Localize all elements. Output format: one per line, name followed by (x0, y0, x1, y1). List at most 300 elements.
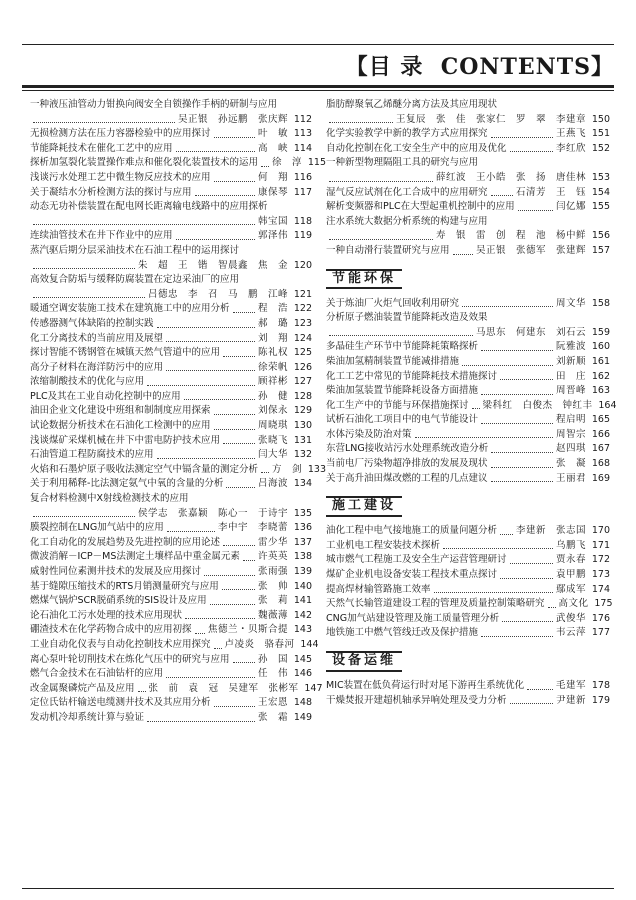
toc-authors: 高文化 (558, 598, 589, 610)
toc-entry[interactable] (30, 404, 312, 419)
toc-entry[interactable] (30, 113, 312, 128)
toc-entry[interactable] (30, 463, 327, 478)
toc-entry[interactable] (326, 626, 610, 641)
toc-entry[interactable] (326, 399, 617, 414)
toc-title: PLC及其在工业自动化控制中的应用 (30, 390, 181, 402)
toc-authors: 韩宝国 (257, 215, 288, 227)
toc-entry[interactable] (30, 434, 312, 449)
toc-entry[interactable] (30, 259, 312, 274)
dot-leader (510, 151, 553, 152)
toc-entry[interactable] (30, 623, 312, 638)
dot-leader (481, 350, 553, 351)
toc-page-number: 133 (307, 463, 327, 475)
header-close-bracket: 】 (590, 54, 614, 80)
toc-title: 石油管道工程防腐技术的应用 (30, 449, 154, 461)
toc-authors: 魏薇薄 (257, 609, 288, 621)
toc-page-number: 142 (293, 609, 312, 621)
bottom-rule (22, 888, 614, 889)
toc-authors: 毛建军 (555, 680, 586, 691)
toc-title: 动态无功补偿装置在配电网长距离输电线路中的应用探析 (30, 201, 268, 213)
toc-entry[interactable] (30, 594, 312, 609)
toc-page-number: 134 (293, 478, 312, 490)
toc-authors: 闫大华 (257, 449, 288, 461)
toc-entry[interactable] (30, 98, 312, 113)
toc-page-number: 115 (307, 157, 327, 169)
toc-page-number: 141 (293, 595, 312, 607)
toc-title: 干燥焚报开建超机轴承异响处理及受力分析 (326, 694, 507, 706)
toc-page-number: 174 (591, 583, 610, 595)
toc-page-number: 135 (293, 507, 312, 519)
toc-authors: 吴正银 张德军 张建辉 (475, 244, 586, 256)
toc-entry[interactable] (326, 583, 610, 598)
toc-title: 城市燃气工程施工及安全生产运营管理研讨 (326, 554, 507, 566)
toc-entry[interactable] (30, 390, 312, 405)
header-rule-thick (22, 85, 614, 88)
toc-page-number: 145 (293, 653, 312, 665)
toc-entry[interactable] (30, 419, 312, 434)
toc-title: 无损检测方法在压力容器检验中的应用探讨 (30, 128, 211, 140)
toc-entry[interactable] (326, 200, 610, 215)
toc-authors: 王复辰 张 佳 张家仁 罗 翠 李建章 (395, 113, 586, 125)
toc-page-number: 143 (293, 624, 312, 636)
toc-title: 火焰和石墨炉原子吸收法测定空气中镉含量的测定分析 (30, 463, 259, 475)
toc-entry[interactable] (30, 186, 312, 201)
section-construction-title: 施工建设 (326, 496, 402, 517)
toc-title: 试论数据分析技术在石油化工检测中的应用 (30, 420, 211, 432)
toc-entry[interactable] (326, 98, 610, 113)
toc-authors: 张雨强 (257, 566, 288, 577)
toc-authors: 乌鹏飞 (555, 539, 586, 551)
top-rule-thin (22, 44, 614, 45)
toc-entry[interactable] (326, 355, 610, 370)
header-rule-thin (22, 90, 614, 91)
toc-title: 试析石油化工项目中的电气节能设计 (326, 414, 479, 426)
toc-authors: 李建新 张志国 (515, 525, 586, 537)
toc-title: 浓缩制酸技术的优化与应用 (30, 376, 145, 388)
dot-leader (138, 691, 146, 692)
toc-page-number: 139 (293, 566, 312, 577)
dot-leader (510, 563, 553, 564)
toc-page-number: 170 (591, 525, 610, 537)
toc-authors: 周文华 (555, 297, 586, 309)
toc-authors: 阮雅波 (555, 341, 586, 353)
energy-list (326, 297, 617, 487)
toc-entry[interactable] (326, 428, 610, 443)
toc-authors: 叶 敏 (257, 128, 288, 140)
dot-leader (33, 268, 135, 269)
dot-leader (329, 122, 393, 123)
toc-authors: 田 庄 (555, 370, 586, 382)
toc-entry[interactable] (326, 597, 613, 612)
toc-title: 关于炼油厂火炬气回收利用研究 (326, 297, 460, 309)
dot-leader (167, 531, 215, 532)
toc-entry[interactable] (30, 288, 312, 303)
toc-page-number: 171 (591, 539, 610, 551)
toc-authors: 雷少华 (257, 536, 288, 548)
toc-title: 脂肪醇聚氧乙烯醚分离方法及其应用现状 (326, 99, 498, 110)
dot-leader (176, 239, 255, 240)
toc-entry[interactable] (30, 507, 312, 522)
toc-title: 浅谈煤矿采煤机械在井下中雷电防护技术应用 (30, 434, 221, 446)
toc-entry[interactable] (326, 326, 610, 341)
toc-entry[interactable] (30, 565, 312, 580)
dot-leader (214, 429, 255, 430)
toc-authors: 张晓飞 (257, 434, 288, 446)
toc-entry[interactable] (30, 317, 312, 332)
toc-title: 连续油管技术在井下作业中的应用 (30, 230, 173, 242)
toc-authors: 侯学志 张嘉颖 陈心一 于诗宇 (137, 507, 288, 519)
toc-authors: 顾祥彬 (257, 376, 288, 388)
toc-entry[interactable] (30, 361, 312, 376)
dot-leader (166, 341, 255, 342)
equipment-list (326, 679, 610, 708)
toc-entry[interactable] (30, 667, 312, 682)
toc-title: 注水系统大数据分析系统的构建与应用 (326, 215, 488, 227)
toc-page-number: 169 (591, 472, 610, 484)
toc-title: 一种液压油管动力钳换向阀安全自锁操作手柄的研制与应用 (30, 99, 278, 110)
dot-leader (33, 297, 145, 298)
toc-title: 分析原子燃油装置节能降耗改造及效果 (326, 312, 488, 324)
toc-authors: 尹建新 (555, 694, 586, 706)
toc-authors: 徐 淳 (272, 157, 303, 169)
dot-leader (185, 618, 255, 619)
toc-page-number: 137 (293, 536, 312, 548)
toc-entry[interactable] (326, 171, 610, 186)
toc-authors: 刘 翔 (257, 332, 288, 344)
toc-entry[interactable] (326, 553, 610, 568)
toc-page-number: 173 (591, 569, 610, 581)
toc-page-number: 162 (591, 370, 610, 382)
toc-entry[interactable] (30, 200, 312, 215)
toc-entry[interactable] (30, 696, 312, 711)
toc-title: 一种自动滑行装置研究与应用 (326, 244, 450, 256)
toc-page-number: 126 (293, 361, 312, 373)
toc-authors: 朱 超 王 锴 智晨鑫 焦 金 (137, 259, 288, 271)
toc-entry[interactable] (326, 244, 610, 259)
toc-authors: 何 翔 (257, 171, 288, 183)
toc-page-number: 177 (591, 627, 610, 639)
toc-entry[interactable] (326, 384, 610, 399)
toc-entry[interactable] (326, 524, 610, 539)
toc-title: 工业自动化仪表与自动化控制技术应用探究 (30, 638, 211, 650)
toc-page-number: 116 (293, 171, 312, 183)
toc-entry[interactable] (326, 539, 610, 554)
toc-page-number: 163 (591, 385, 610, 397)
toc-entry[interactable] (30, 142, 312, 157)
dot-leader (195, 195, 255, 196)
right-column (326, 98, 617, 708)
toc-title: 水体污染及防治对策 (326, 428, 412, 440)
toc-page-number: 157 (591, 244, 610, 256)
toc-title: 化工生产中的节能与环保措施探讨 (326, 399, 469, 411)
toc-title: 天然气长输管道建设工程的管理及质量控制策略研究 (326, 598, 545, 610)
toc-page-number: 155 (591, 201, 610, 213)
toc-entry[interactable] (30, 448, 312, 463)
dot-leader (329, 181, 433, 182)
dot-leader (491, 481, 553, 482)
toc-page-number: 146 (293, 668, 312, 680)
dot-leader (223, 545, 255, 546)
toc-title: 浅谈污水处理工艺中微生物反应技术的应用 (30, 171, 211, 183)
toc-entry[interactable] (326, 297, 610, 312)
toc-entry[interactable] (30, 521, 312, 536)
toc-title: 高效复合防垢与缓释防腐装置在定边采油厂的应用 (30, 274, 240, 286)
toc-authors: 李中宇 李晓蕾 (217, 522, 288, 534)
dot-leader (223, 443, 255, 444)
contents-header (346, 50, 614, 81)
right-top-list (326, 98, 610, 259)
toc-page-number: 121 (293, 288, 312, 300)
toc-title: 燃气合金技术在石油钻杆的应用 (30, 668, 164, 680)
toc-page-number: 114 (293, 142, 312, 154)
toc-title: 微波消解－ICP－MS法测定土壤样品中重金属元素 (30, 551, 240, 563)
dot-leader (491, 195, 513, 196)
toc-entry[interactable] (326, 472, 610, 487)
dot-leader (33, 224, 255, 225)
toc-entry[interactable] (30, 550, 312, 565)
dot-leader (233, 312, 255, 313)
toc-page-number: 123 (293, 317, 312, 329)
dot-leader (226, 487, 255, 488)
toc-page-number: 175 (594, 598, 613, 610)
toc-authors: 贾永春 (555, 554, 586, 566)
toc-entry[interactable] (326, 215, 610, 230)
toc-title: 复合材料检测中X射线检测技术的应用 (30, 493, 189, 505)
toc-page-number: 131 (293, 434, 312, 446)
toc-page-number: 119 (293, 230, 312, 242)
toc-authors: 张 凝 (555, 458, 586, 470)
toc-entry[interactable] (30, 580, 312, 595)
toc-title: 暖通空调安装施工技术在建筑施工中的应用分析 (30, 303, 230, 315)
dot-leader (491, 452, 553, 453)
toc-page-number: 128 (293, 390, 312, 402)
toc-page-number: 130 (293, 420, 312, 432)
header-open-bracket: 【 (345, 54, 369, 80)
toc-title: 解析变频器和PLC在大型起重机控制中的应用 (326, 201, 515, 213)
header-title-en: CONTENTS (440, 54, 591, 80)
toc-entry[interactable] (30, 609, 312, 624)
toc-page-number: 124 (293, 332, 312, 344)
toc-authors: 程启明 (555, 414, 586, 426)
toc-authors: 王宏恩 (257, 697, 288, 709)
toc-authors: 方 剑 (272, 463, 303, 475)
toc-authors: 卢凌炎 骆春河 (224, 638, 295, 650)
toc-authors: 石清芳 王 钰 (515, 186, 586, 198)
dot-leader (491, 467, 553, 468)
toc-entry[interactable] (30, 492, 312, 507)
toc-page-number: 117 (293, 186, 312, 198)
toc-page-number: 125 (293, 347, 312, 359)
toc-title: 发动机冷却系统计算与验证 (30, 711, 145, 723)
toc-title: 化工自动化的发展趋势及先进控制的应用论述 (30, 536, 221, 548)
toc-authors: 周智宗 (555, 428, 586, 440)
toc-title: 离心泵叶轮切削技术在炼化气压中的研究与应用 (30, 653, 230, 665)
toc-authors: 吕德忠 李 召 马 鹏 江峰 (147, 288, 288, 300)
toc-title: 基于缝隙压缩技术的RTS月销测量研究与应用 (30, 580, 219, 592)
dot-leader (261, 166, 269, 167)
toc-title: CNG加气站建设管理及施工质量管理分析 (326, 612, 500, 624)
toc-authors: 孙 国 (257, 653, 288, 665)
toc-title: 自动化控制在化工安全生产中的应用及优化 (326, 142, 507, 154)
toc-page-number: 159 (591, 326, 610, 338)
toc-page-number: 140 (293, 580, 312, 592)
toc-title: 提高焊材输管路施工效率 (326, 583, 431, 595)
dot-leader (329, 335, 473, 336)
toc-entry[interactable] (30, 244, 312, 259)
toc-entry[interactable] (30, 638, 319, 653)
toc-entry[interactable] (30, 536, 312, 551)
toc-page-number: 149 (293, 711, 312, 723)
toc-title: 东营LNG接收站污水处理系统改造分析 (326, 443, 489, 455)
toc-entry[interactable] (30, 332, 312, 347)
toc-title: 关于利用稀释-比法测定氨气中氧的含量的分析 (30, 478, 224, 490)
dot-leader (233, 662, 255, 663)
toc-title: 节能降耗技术在催化工艺中的应用 (30, 142, 173, 154)
dot-leader (453, 254, 473, 255)
toc-entry[interactable] (326, 370, 610, 385)
toc-entry[interactable] (326, 413, 610, 428)
dot-leader (214, 648, 222, 649)
toc-page-number: 179 (591, 694, 610, 706)
toc-entry[interactable] (30, 302, 312, 317)
toc-authors: 高 峡 (257, 142, 288, 154)
toc-authors: 程 浩 (257, 303, 288, 315)
toc-page-number: 156 (591, 230, 610, 242)
toc-entry[interactable] (326, 127, 610, 142)
dot-leader (415, 437, 553, 438)
toc-page-number: 127 (293, 376, 312, 388)
dot-leader (204, 575, 255, 576)
dot-leader (434, 592, 553, 593)
dot-leader (472, 408, 480, 409)
toc-authors: 吴正银 孙远鹏 张庆辉 (177, 113, 288, 125)
toc-title: 油化工程中电气接地施工的质量问题分析 (326, 525, 498, 537)
dot-leader (166, 370, 255, 371)
toc-authors: 吕海波 (257, 478, 288, 490)
toc-authors: 梁科红 白俊杰 钟红丰 (482, 399, 593, 411)
toc-authors: 刘保永 (257, 405, 288, 417)
toc-entry[interactable] (326, 113, 610, 128)
toc-entry[interactable] (30, 346, 312, 361)
dot-leader (157, 327, 255, 328)
toc-entry[interactable] (326, 311, 610, 326)
toc-title: 煤矿企业机电设备安装工程技术重点探讨 (326, 569, 498, 581)
toc-title: 工业机电工程安装技术探析 (326, 539, 441, 551)
toc-entry[interactable] (326, 694, 610, 709)
toc-title: 柴油加氢装置节能降耗设备方面措施 (326, 385, 479, 397)
toc-authors: 孙 健 (257, 390, 288, 402)
dot-leader (147, 721, 255, 722)
construction-list (326, 524, 613, 641)
toc-title: 传感器测气体缺陷的控制实践 (30, 317, 154, 329)
toc-entry[interactable] (326, 612, 610, 627)
dot-leader (462, 306, 553, 307)
toc-entry[interactable] (30, 711, 312, 726)
toc-entry[interactable] (30, 215, 312, 230)
toc-entry[interactable] (30, 682, 323, 697)
toc-page-number: 152 (591, 142, 610, 154)
toc-page-number: 168 (591, 458, 610, 470)
toc-authors: 薛红波 王小皓 张 扬 唐佳林 (435, 171, 586, 183)
toc-page-number: 165 (591, 414, 610, 426)
toc-authors: 李红欣 (555, 142, 586, 154)
toc-page-number: 136 (293, 522, 312, 534)
toc-title: 化工分离技术的当前应用及展望 (30, 332, 164, 344)
toc-page-number: 161 (591, 355, 610, 367)
toc-authors: 徐荣帆 (257, 361, 288, 373)
toc-entry[interactable] (30, 477, 312, 492)
toc-entry[interactable] (30, 156, 327, 171)
dot-leader (176, 151, 255, 152)
toc-title: 湿气反应试剂在化工合成中的应用研究 (326, 186, 488, 198)
toc-title: 论石油化工污水处理的技术应用现状 (30, 609, 183, 621)
dot-leader (214, 137, 255, 138)
toc-entry[interactable] (30, 653, 312, 668)
toc-title: 柴油加氢精制装置节能减排措施 (326, 355, 460, 367)
toc-authors: 张 前 袁 冠 吴建军 张彬军 (148, 682, 299, 694)
toc-entry[interactable] (326, 442, 610, 457)
dot-leader (166, 677, 255, 678)
toc-page-number: 150 (591, 113, 610, 125)
dot-leader (33, 516, 135, 517)
toc-authors: 寿 银 雷 创 程 池 杨中鲜 (435, 230, 586, 242)
dot-leader (214, 706, 255, 707)
toc-title: 一种新型物理隔阻工具的研究与应用 (326, 157, 479, 169)
toc-title: 关于高升油田煤改燃的工程的几点建议 (326, 472, 488, 484)
toc-page-number: 120 (293, 259, 312, 271)
toc-page-number: 154 (591, 186, 610, 198)
toc-page-number: 176 (591, 612, 610, 624)
dot-leader (222, 589, 255, 590)
toc-page-number: 166 (591, 428, 610, 440)
toc-entry[interactable] (326, 568, 610, 583)
dot-leader (147, 385, 255, 386)
toc-authors: 郝 璐 (257, 317, 288, 329)
toc-entry[interactable] (326, 679, 610, 694)
toc-entry[interactable] (30, 229, 312, 244)
toc-authors: 郭泽伟 (257, 230, 288, 242)
toc-authors: 张 霜 (257, 711, 288, 723)
toc-entry[interactable] (326, 142, 610, 157)
toc-authors: 赵四琪 (555, 443, 586, 455)
toc-title: 蒸汽驱后期分层采油技术在石油工程中的运用探讨 (30, 244, 240, 256)
toc-authors: 韦云萍 (555, 627, 586, 639)
toc-entry[interactable] (30, 273, 312, 288)
dot-leader (443, 548, 553, 549)
toc-entry[interactable] (326, 156, 610, 171)
dot-leader (548, 607, 556, 608)
toc-entry[interactable] (30, 375, 312, 390)
toc-page-number: 158 (591, 297, 610, 309)
dot-leader (500, 379, 553, 380)
toc-entry[interactable] (30, 127, 312, 142)
toc-entry[interactable] (326, 340, 610, 355)
toc-entry[interactable] (326, 229, 610, 244)
toc-page-number: 122 (293, 303, 312, 315)
toc-title: 燃煤气锅炉SCR脱硝系统的SIS设计及应用 (30, 595, 207, 607)
dot-leader (481, 636, 553, 637)
toc-title: 多晶硅生产环节中节能降耗策略探析 (326, 341, 479, 353)
section-equipment-title: 设备运维 (326, 651, 402, 672)
section-construction (326, 496, 610, 516)
toc-title: 膜裂控制在LNG加气站中的应用 (30, 522, 164, 534)
toc-page-number: 138 (293, 551, 312, 563)
toc-entry[interactable] (326, 186, 610, 201)
dot-leader (481, 394, 553, 395)
toc-entry[interactable] (326, 457, 610, 472)
toc-entry[interactable] (30, 171, 312, 186)
toc-authors: 鄢成军 (555, 583, 586, 595)
